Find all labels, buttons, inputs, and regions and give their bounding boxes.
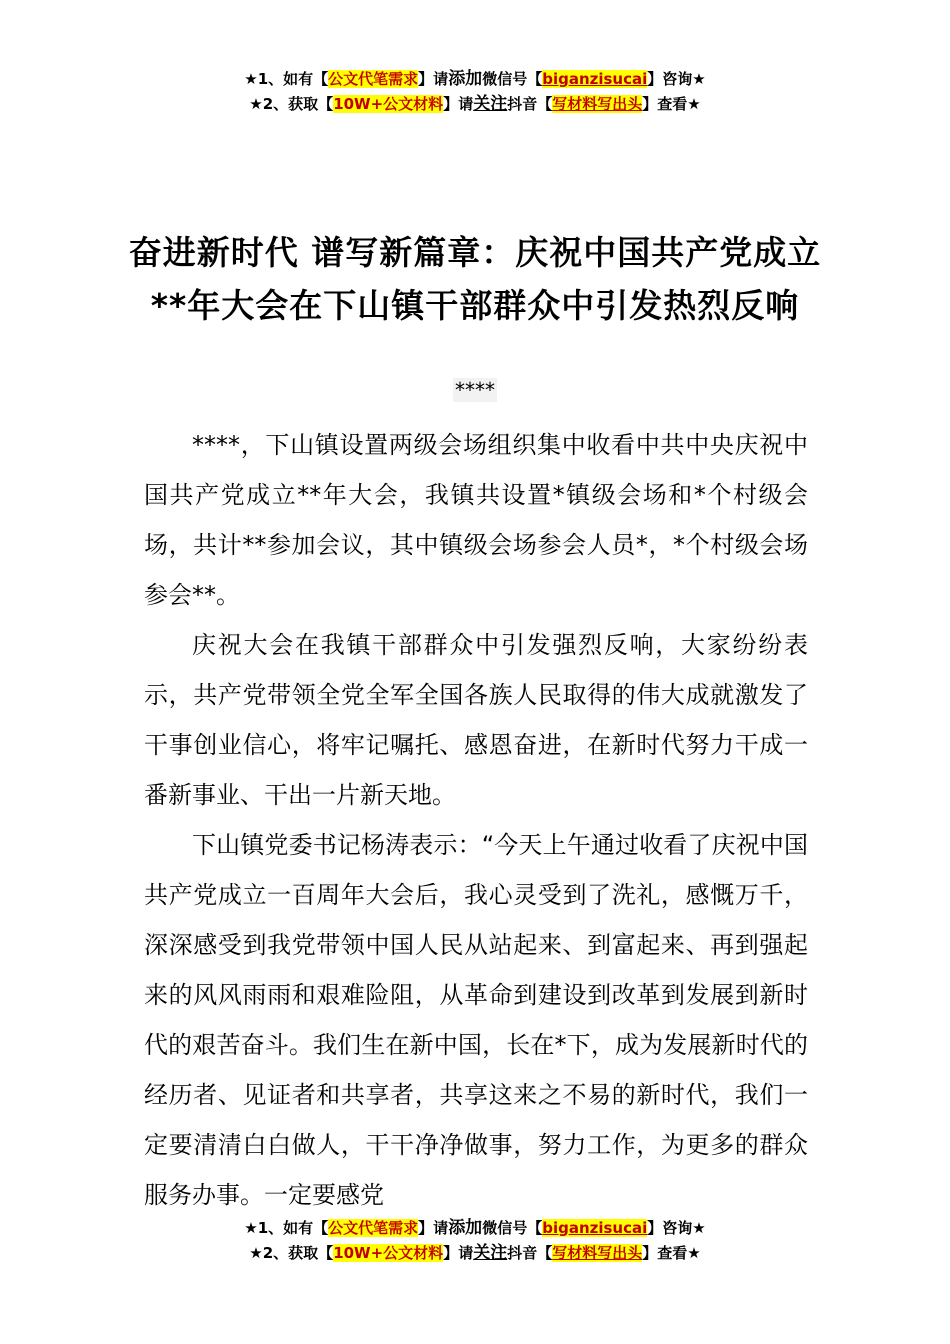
banner-text: 抖音【	[507, 1244, 553, 1262]
banner-suffix: 】咨询★	[647, 1219, 706, 1237]
header-banner	[0, 67, 950, 117]
banner-prefix: ★2、获取【	[249, 95, 334, 113]
body-paragraph: ****，下山镇设置两级会场组织集中收看中共中央庆祝中国共产党成立**年大会，我镇共设置*镇级会场和*个村级会场，共计**参加会议，其中镇级会场参会人员*，*个村级会场参会**。	[144, 431, 808, 609]
banner-douyin-id[interactable]: 写材料写出头	[552, 95, 643, 113]
banner-line-1	[0, 67, 950, 92]
banner-text: 】请	[418, 1219, 449, 1237]
banner-emphasis: 关注	[473, 94, 508, 114]
footer-banner	[0, 1216, 950, 1266]
author-text: ****	[455, 378, 495, 402]
banner-text: 】请	[443, 95, 474, 113]
banner-suffix: 】查看★	[642, 95, 701, 113]
banner-prefix: ★1、如有【	[244, 1219, 329, 1237]
banner-line-2	[0, 1241, 950, 1266]
banner-emphasis: 关注	[473, 1243, 508, 1263]
banner-prefix: ★2、获取【	[249, 1244, 334, 1262]
banner-highlight-materials: 10W+公文材料	[333, 95, 444, 113]
banner-wechat-id[interactable]: biganzisucai	[542, 1219, 648, 1237]
body-paragraph: 庆祝大会在我镇干部群众中引发强烈反响，大家纷纷表示，共产党带领全党全军全国各族人民取得的伟大成就激发了干事创业信心，将牢记嘱托、感恩奋进，在新时代努力干成一番新事业、干出一片新天地。	[144, 631, 808, 809]
banner-highlight-service: 公文代笔需求	[328, 70, 419, 88]
banner-emphasis: 添加	[448, 69, 483, 89]
banner-highlight-materials: 10W+公文材料	[333, 1244, 444, 1262]
banner-suffix: 】查看★	[642, 1244, 701, 1262]
banner-douyin-id[interactable]: 写材料写出头	[552, 1244, 643, 1262]
banner-prefix: ★1、如有【	[244, 70, 329, 88]
banner-line-1	[0, 1216, 950, 1241]
banner-text: 抖音【	[507, 95, 553, 113]
document-body	[144, 420, 808, 1220]
document-author	[0, 376, 950, 404]
banner-text: 】请	[418, 70, 449, 88]
document-title: 奋进新时代 谱写新篇章：庆祝中国共产党成立**年大会在下山镇干部群众中引发热烈反响	[128, 233, 822, 325]
banner-highlight-service: 公文代笔需求	[328, 1219, 419, 1237]
banner-suffix: 】咨询★	[647, 70, 706, 88]
banner-wechat-id[interactable]: biganzisucai	[542, 70, 648, 88]
banner-emphasis: 添加	[448, 1218, 483, 1238]
banner-text: 微信号【	[482, 1219, 543, 1237]
body-paragraph: 下山镇党委书记杨涛表示：“今天上午通过收看了庆祝中国共产党成立一百周年大会后，我心灵受到了洗礼，感慨万千，深深感受到我党带领中国人民从站起来、到富起来、再到强起来的风风雨雨和艰难险阻，从革命到建设到改革到发展到新时代的艰苦奋斗。我们生在新中国，长在*下，成为发展新时代的经历者、见证者和共享者，共享这来之不易的新时代，我们一定要清清白白做人，干干净净做事，努力工作，为更多的群众服务办事。一定要感党	[144, 831, 808, 1209]
banner-line-2	[0, 92, 950, 117]
banner-text: 】请	[443, 1244, 474, 1262]
banner-text: 微信号【	[482, 70, 543, 88]
